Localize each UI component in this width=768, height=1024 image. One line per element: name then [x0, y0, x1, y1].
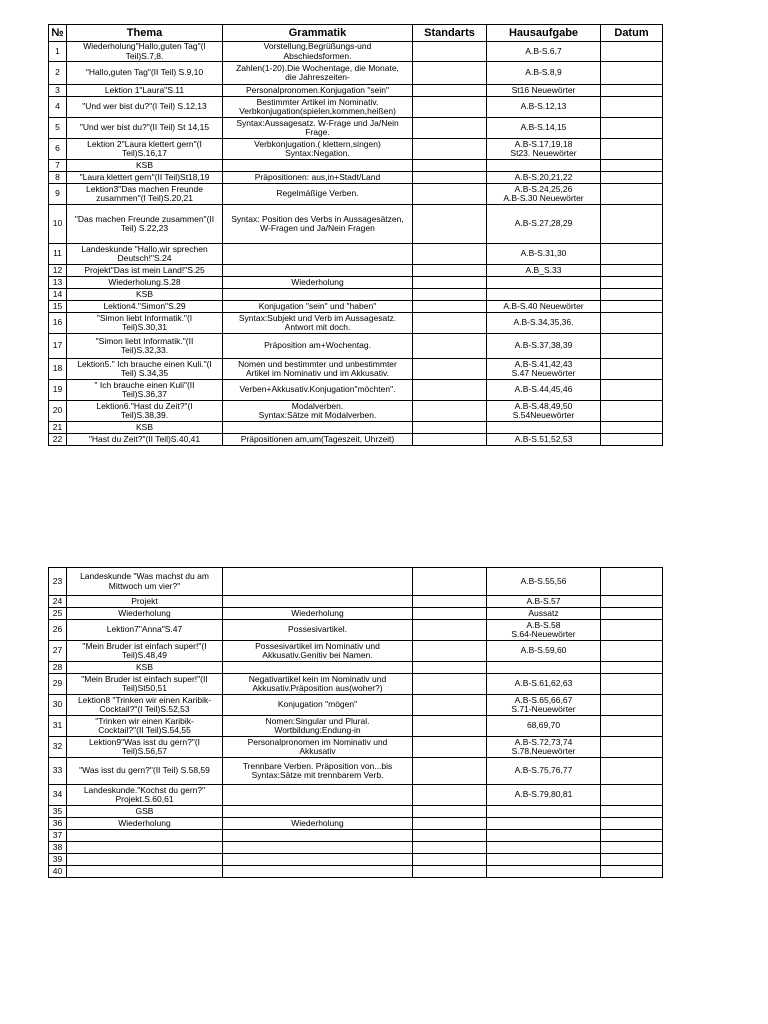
cell-hausaufgabe: A.B-S.17,19,18 St23. Neuewörter — [487, 139, 601, 160]
cell-thema: "Hallo,guten Tag"(II Teil) S.9,10 — [67, 62, 223, 85]
cell-datum — [601, 205, 663, 244]
cell-no: 9 — [49, 184, 67, 205]
cell-grammatik — [223, 866, 413, 878]
cell-no: 31 — [49, 716, 67, 737]
cell-datum — [601, 620, 663, 641]
cell-no: 10 — [49, 205, 67, 244]
cell-grammatik: Präpositionen am,um(Tageszeit, Uhrzeit) — [223, 434, 413, 446]
cell-standarts — [413, 301, 487, 313]
cell-no: 21 — [49, 422, 67, 434]
cell-standarts — [413, 568, 487, 596]
cell-datum — [601, 596, 663, 608]
table-row — [49, 118, 663, 139]
header-standarts: Standarts — [413, 25, 487, 42]
cell-no: 25 — [49, 608, 67, 620]
table-row — [49, 620, 663, 641]
cell-no: 34 — [49, 785, 67, 806]
cell-standarts — [413, 716, 487, 737]
cell-thema: Lektion5." Ich brauche einen Kuli."(I Teil) S.34,35 — [67, 359, 223, 380]
cell-datum — [601, 674, 663, 695]
cell-standarts — [413, 172, 487, 184]
table-row — [49, 85, 663, 97]
cell-grammatik — [223, 289, 413, 301]
table-row — [49, 830, 663, 842]
cell-thema — [67, 830, 223, 842]
table-row — [49, 359, 663, 380]
cell-hausaufgabe: A.B-S.59,60 — [487, 641, 601, 662]
cell-hausaufgabe: A.B-S.20,21,22 — [487, 172, 601, 184]
cell-no: 22 — [49, 434, 67, 446]
cell-hausaufgabe — [487, 854, 601, 866]
cell-standarts — [413, 380, 487, 401]
cell-standarts — [413, 758, 487, 785]
cell-grammatik: Präposition am+Wochentag. — [223, 334, 413, 359]
table-row — [49, 596, 663, 608]
cell-standarts — [413, 434, 487, 446]
cell-thema: KSB — [67, 160, 223, 172]
cell-datum — [601, 139, 663, 160]
cell-hausaufgabe: A.B-S.12,13 — [487, 97, 601, 118]
cell-datum — [601, 854, 663, 866]
cell-hausaufgabe — [487, 866, 601, 878]
cell-no: 4 — [49, 97, 67, 118]
table-row — [49, 662, 663, 674]
cell-standarts — [413, 662, 487, 674]
cell-thema: Wiederholung"Hallo,guten Tag"(I Teil)S.7,8. — [67, 42, 223, 62]
table-row — [49, 380, 663, 401]
cell-thema: "Mein Bruder ist einfach super!"(I Teil)S.48,49 — [67, 641, 223, 662]
cell-hausaufgabe: A.B-S.40 Neuewörter — [487, 301, 601, 313]
cell-datum — [601, 380, 663, 401]
cell-thema: "Und wer bist du?"(II Teil) St 14,15 — [67, 118, 223, 139]
cell-no: 36 — [49, 818, 67, 830]
cell-hausaufgabe — [487, 422, 601, 434]
cell-no: 24 — [49, 596, 67, 608]
cell-thema — [67, 842, 223, 854]
cell-grammatik: Wiederholung — [223, 818, 413, 830]
table-row — [49, 758, 663, 785]
cell-no: 39 — [49, 854, 67, 866]
table-row — [49, 806, 663, 818]
cell-standarts — [413, 608, 487, 620]
cell-thema: Wiederholung — [67, 818, 223, 830]
cell-thema: Wiederholung — [67, 608, 223, 620]
cell-grammatik: Konjugation "mögen" — [223, 695, 413, 716]
table-row — [49, 842, 663, 854]
cell-no: 30 — [49, 695, 67, 716]
cell-grammatik: Bestimmter Artikel im Nominativ. Verbkonjugation(spielen,kommen,heißen) — [223, 97, 413, 118]
cell-hausaufgabe: A.B-S.27,28,29 — [487, 205, 601, 244]
table-1-body — [49, 42, 663, 446]
cell-no: 17 — [49, 334, 67, 359]
cell-hausaufgabe — [487, 806, 601, 818]
cell-standarts — [413, 62, 487, 85]
table-row — [49, 434, 663, 446]
cell-datum — [601, 244, 663, 265]
cell-no: 3 — [49, 85, 67, 97]
cell-grammatik: Nomen und bestimmter und unbestimmter Artikel im Nominativ und im Akkusativ. — [223, 359, 413, 380]
cell-datum — [601, 866, 663, 878]
cell-grammatik — [223, 160, 413, 172]
cell-hausaufgabe: A.B-S.48,49,50 S.54Neuewörter — [487, 401, 601, 422]
cell-thema: Wiederholung.S.28 — [67, 277, 223, 289]
cell-grammatik: Possesivartikel im Nominativ und Akkusativ.Genitiv bei Namen. — [223, 641, 413, 662]
cell-thema: Lektion7"Anna"S.47 — [67, 620, 223, 641]
cell-thema: Lektion6."Hast du Zeit?"(I Teil)S.38,39. — [67, 401, 223, 422]
cell-datum — [601, 695, 663, 716]
cell-thema: Lektion9"Was isst du gern?"(I Teil)S.56,57 — [67, 737, 223, 758]
cell-hausaufgabe: A.B_S.33 — [487, 265, 601, 277]
cell-datum — [601, 97, 663, 118]
cell-datum — [601, 265, 663, 277]
table-row — [49, 62, 663, 85]
cell-grammatik: Possesivartikel. — [223, 620, 413, 641]
cell-thema: "Und wer bist du?"(I Teil) S.12,13 — [67, 97, 223, 118]
lesson-plan-table-2 — [48, 567, 663, 878]
cell-standarts — [413, 160, 487, 172]
cell-no: 18 — [49, 359, 67, 380]
cell-grammatik: Verbkonjugation.( klettern,singen) Syntax:Negation. — [223, 139, 413, 160]
table-row — [49, 97, 663, 118]
cell-hausaufgabe: A.B-S.79,80,81 — [487, 785, 601, 806]
table-row — [49, 42, 663, 62]
cell-datum — [601, 830, 663, 842]
cell-thema: Lektion4."Simon"S.29 — [67, 301, 223, 313]
cell-grammatik: Wiederholung — [223, 608, 413, 620]
cell-hausaufgabe — [487, 289, 601, 301]
table-row — [49, 716, 663, 737]
cell-standarts — [413, 97, 487, 118]
table-row — [49, 422, 663, 434]
table-row — [49, 334, 663, 359]
table-row — [49, 785, 663, 806]
cell-thema: Lektion 2"Laura klettert gern"(I Teil)S.16,17 — [67, 139, 223, 160]
cell-no: 1 — [49, 42, 67, 62]
cell-no: 23 — [49, 568, 67, 596]
cell-thema: KSB — [67, 662, 223, 674]
cell-no: 12 — [49, 265, 67, 277]
cell-no: 40 — [49, 866, 67, 878]
cell-no: 5 — [49, 118, 67, 139]
cell-standarts — [413, 737, 487, 758]
cell-datum — [601, 313, 663, 334]
cell-datum — [601, 301, 663, 313]
cell-no: 14 — [49, 289, 67, 301]
cell-standarts — [413, 205, 487, 244]
table-row — [49, 265, 663, 277]
cell-hausaufgabe: A.B-S.41,42,43 S.47 Neuewörter — [487, 359, 601, 380]
table-row — [49, 289, 663, 301]
cell-grammatik — [223, 830, 413, 842]
cell-hausaufgabe: 68,69,70 — [487, 716, 601, 737]
cell-no: 2 — [49, 62, 67, 85]
cell-grammatik: Zahlen(1-20).Die Wochentage, die Monate, die Jahreszeiten- — [223, 62, 413, 85]
cell-no: 13 — [49, 277, 67, 289]
cell-grammatik: Wiederholung — [223, 277, 413, 289]
cell-thema: KSB — [67, 289, 223, 301]
cell-no: 37 — [49, 830, 67, 842]
cell-standarts — [413, 85, 487, 97]
cell-grammatik — [223, 662, 413, 674]
cell-no: 27 — [49, 641, 67, 662]
cell-datum — [601, 289, 663, 301]
cell-grammatik — [223, 842, 413, 854]
cell-thema: Lektion8 "Trinken wir einen Karibik- Cocktail?"(I Teil)S.52,53 — [67, 695, 223, 716]
cell-standarts — [413, 620, 487, 641]
cell-grammatik: Personalpronomen im Nominativ und Akkusativ — [223, 737, 413, 758]
cell-thema: Lektion 1"Laura"S.11 — [67, 85, 223, 97]
cell-no: 19 — [49, 380, 67, 401]
cell-thema: "Was isst du gern?"(II Teil) S.58,59 — [67, 758, 223, 785]
cell-no: 38 — [49, 842, 67, 854]
table-row — [49, 737, 663, 758]
table-row — [49, 160, 663, 172]
cell-grammatik: Modalverben. Syntax:Sätze mit Modalverben. — [223, 401, 413, 422]
cell-datum — [601, 737, 663, 758]
table-row — [49, 184, 663, 205]
cell-hausaufgabe: A.B-S.72,73,74 S.78.Neuewörter — [487, 737, 601, 758]
cell-hausaufgabe: A.B-S.34,35,36. — [487, 313, 601, 334]
cell-grammatik — [223, 244, 413, 265]
cell-thema: "Trinken wir einen Karibik- Cocktail?"(II Teil)S.54,55 — [67, 716, 223, 737]
table-row — [49, 139, 663, 160]
cell-standarts — [413, 184, 487, 205]
cell-no: 6 — [49, 139, 67, 160]
header-thema: Thema — [67, 25, 223, 42]
cell-standarts — [413, 806, 487, 818]
cell-standarts — [413, 674, 487, 695]
cell-datum — [601, 184, 663, 205]
table-row — [49, 866, 663, 878]
cell-standarts — [413, 830, 487, 842]
table-row — [49, 205, 663, 244]
cell-hausaufgabe: A.B-S.61,62,63 — [487, 674, 601, 695]
cell-grammatik: Syntax:Subjekt und Verb im Aussagesatz. Antwort mit doch. — [223, 313, 413, 334]
cell-hausaufgabe: A.B-S.37,38,39 — [487, 334, 601, 359]
cell-thema: "Das machen Freunde zusammen"(II Teil) S.22,23 — [67, 205, 223, 244]
cell-standarts — [413, 422, 487, 434]
cell-datum — [601, 85, 663, 97]
cell-grammatik: Regelmäßige Verben. — [223, 184, 413, 205]
cell-standarts — [413, 265, 487, 277]
cell-datum — [601, 842, 663, 854]
cell-grammatik: Präpositionen: aus,in+Stadt/Land — [223, 172, 413, 184]
cell-hausaufgabe: A.B-S.65,66,67 S.71-Neuewörter — [487, 695, 601, 716]
cell-no: 15 — [49, 301, 67, 313]
cell-grammatik: Nomen:Singular und Plural. Wortbildung:Endung-in — [223, 716, 413, 737]
cell-hausaufgabe: A.B-S.75,76,77 — [487, 758, 601, 785]
cell-datum — [601, 160, 663, 172]
cell-hausaufgabe: A.B-S.58 S.64-Neuewörter — [487, 620, 601, 641]
cell-thema: "Simon liebt Informatik."(II Teil)S.32,33. — [67, 334, 223, 359]
cell-thema: "Laura klettert gern"(II Teil)St18,19 — [67, 172, 223, 184]
cell-thema: Projekt"Das ist mein Land!"S.25 — [67, 265, 223, 277]
cell-no: 20 — [49, 401, 67, 422]
cell-thema: "Mein Bruder ist einfach super!"(II Teil)St50,51 — [67, 674, 223, 695]
cell-thema: Landeskunde "Was machst du am Mittwoch um vier?" — [67, 568, 223, 596]
cell-standarts — [413, 401, 487, 422]
cell-hausaufgabe: A.B-S.44,45,46 — [487, 380, 601, 401]
cell-thema: Landeskunde."Kochst du gern?" Projekt.S.60,61 — [67, 785, 223, 806]
header-hausaufgabe: Hausaufgabe — [487, 25, 601, 42]
cell-grammatik: Syntax:Aussagesatz. W-Frage und Ja/Nein Frage. — [223, 118, 413, 139]
cell-hausaufgabe: A.B-S.6,7 — [487, 42, 601, 62]
table-row — [49, 277, 663, 289]
cell-datum — [601, 806, 663, 818]
cell-hausaufgabe — [487, 662, 601, 674]
cell-standarts — [413, 139, 487, 160]
table-row — [49, 674, 663, 695]
cell-datum — [601, 662, 663, 674]
table-row — [49, 641, 663, 662]
cell-thema: Lektion3"Das machen Freunde zusammen"(I Teil)S.20,21 — [67, 184, 223, 205]
cell-thema: "Hast du Zeit?"(II Teil)S.40,41 — [67, 434, 223, 446]
cell-grammatik — [223, 422, 413, 434]
cell-grammatik: Negativartikel kein im Nominativ und Akkusativ.Präposition aus(woher?) — [223, 674, 413, 695]
cell-grammatik: Trennbare Verben. Präposition von...bis Syntax:Sätze mit trennbarem Verb. — [223, 758, 413, 785]
cell-standarts — [413, 866, 487, 878]
cell-datum — [601, 641, 663, 662]
cell-grammatik: Syntax: Position des Verbs in Aussagesätzen, W-Fragen und Ja/Nein Fragen — [223, 205, 413, 244]
cell-datum — [601, 401, 663, 422]
cell-no: 33 — [49, 758, 67, 785]
cell-standarts — [413, 695, 487, 716]
cell-standarts — [413, 313, 487, 334]
cell-thema: KSB — [67, 422, 223, 434]
cell-grammatik: Konjugation "sein" und "haben" — [223, 301, 413, 313]
cell-thema: Landeskunde "Hallo,wir sprechen Deutsch!"S.24 — [67, 244, 223, 265]
cell-grammatik — [223, 568, 413, 596]
table-row — [49, 818, 663, 830]
table-row — [49, 568, 663, 596]
table-row — [49, 608, 663, 620]
cell-thema — [67, 854, 223, 866]
cell-datum — [601, 62, 663, 85]
cell-hausaufgabe: A.B-S.8,9 — [487, 62, 601, 85]
cell-thema: " Ich brauche einen Kuli"(II Teil)S.36,37 — [67, 380, 223, 401]
cell-grammatik: Verben+Akkusativ.Konjugation"möchten". — [223, 380, 413, 401]
table-row — [49, 401, 663, 422]
cell-datum — [601, 118, 663, 139]
cell-grammatik: Vorstellung,Begrüßungs-und Abschiedsformen. — [223, 42, 413, 62]
cell-standarts — [413, 289, 487, 301]
cell-standarts — [413, 118, 487, 139]
cell-datum — [601, 818, 663, 830]
cell-grammatik — [223, 596, 413, 608]
cell-hausaufgabe — [487, 842, 601, 854]
cell-hausaufgabe: Aussatz — [487, 608, 601, 620]
cell-no: 16 — [49, 313, 67, 334]
cell-datum — [601, 422, 663, 434]
cell-hausaufgabe: A.B-S.51,52,53 — [487, 434, 601, 446]
table-row — [49, 854, 663, 866]
cell-grammatik: Personalpronomen.Konjugation "sein" — [223, 85, 413, 97]
cell-no: 32 — [49, 737, 67, 758]
header-row — [49, 25, 663, 42]
cell-datum — [601, 758, 663, 785]
cell-standarts — [413, 244, 487, 265]
cell-hausaufgabe — [487, 277, 601, 289]
table-row — [49, 695, 663, 716]
cell-standarts — [413, 641, 487, 662]
cell-datum — [601, 42, 663, 62]
cell-standarts — [413, 359, 487, 380]
cell-standarts — [413, 334, 487, 359]
cell-datum — [601, 716, 663, 737]
cell-hausaufgabe: A.B-S.31,30 — [487, 244, 601, 265]
cell-grammatik — [223, 785, 413, 806]
cell-hausaufgabe — [487, 830, 601, 842]
cell-grammatik — [223, 806, 413, 818]
cell-datum — [601, 785, 663, 806]
cell-datum — [601, 568, 663, 596]
cell-hausaufgabe — [487, 160, 601, 172]
table-row — [49, 301, 663, 313]
cell-no: 28 — [49, 662, 67, 674]
cell-datum — [601, 608, 663, 620]
table-row — [49, 244, 663, 265]
cell-grammatik — [223, 265, 413, 277]
cell-standarts — [413, 277, 487, 289]
cell-standarts — [413, 842, 487, 854]
cell-standarts — [413, 818, 487, 830]
table-2-body — [49, 568, 663, 878]
cell-hausaufgabe: A.B-S.55,56 — [487, 568, 601, 596]
cell-hausaufgabe: A.B-S.14,15 — [487, 118, 601, 139]
lesson-plan-table-1 — [48, 24, 663, 446]
cell-grammatik — [223, 854, 413, 866]
cell-thema: "Simon liebt Informatik."(I Teil)S.30,31 — [67, 313, 223, 334]
cell-standarts — [413, 42, 487, 62]
cell-no: 35 — [49, 806, 67, 818]
cell-datum — [601, 359, 663, 380]
cell-datum — [601, 434, 663, 446]
cell-standarts — [413, 596, 487, 608]
header-datum: Datum — [601, 25, 663, 42]
cell-standarts — [413, 854, 487, 866]
cell-datum — [601, 172, 663, 184]
cell-hausaufgabe: A.B-S.24,25,26 A.B-S.30 Neuewörter — [487, 184, 601, 205]
header-no: № — [49, 25, 67, 42]
cell-no: 29 — [49, 674, 67, 695]
cell-no: 8 — [49, 172, 67, 184]
table-row — [49, 313, 663, 334]
cell-thema — [67, 866, 223, 878]
cell-no: 11 — [49, 244, 67, 265]
cell-thema: Projekt — [67, 596, 223, 608]
cell-no: 26 — [49, 620, 67, 641]
cell-no: 7 — [49, 160, 67, 172]
cell-hausaufgabe: A.B-S.57 — [487, 596, 601, 608]
cell-datum — [601, 277, 663, 289]
header-grammatik: Grammatik — [223, 25, 413, 42]
cell-hausaufgabe: St16 Neuewörter — [487, 85, 601, 97]
cell-hausaufgabe — [487, 818, 601, 830]
cell-datum — [601, 334, 663, 359]
cell-standarts — [413, 785, 487, 806]
cell-thema: GSB — [67, 806, 223, 818]
table-row — [49, 172, 663, 184]
